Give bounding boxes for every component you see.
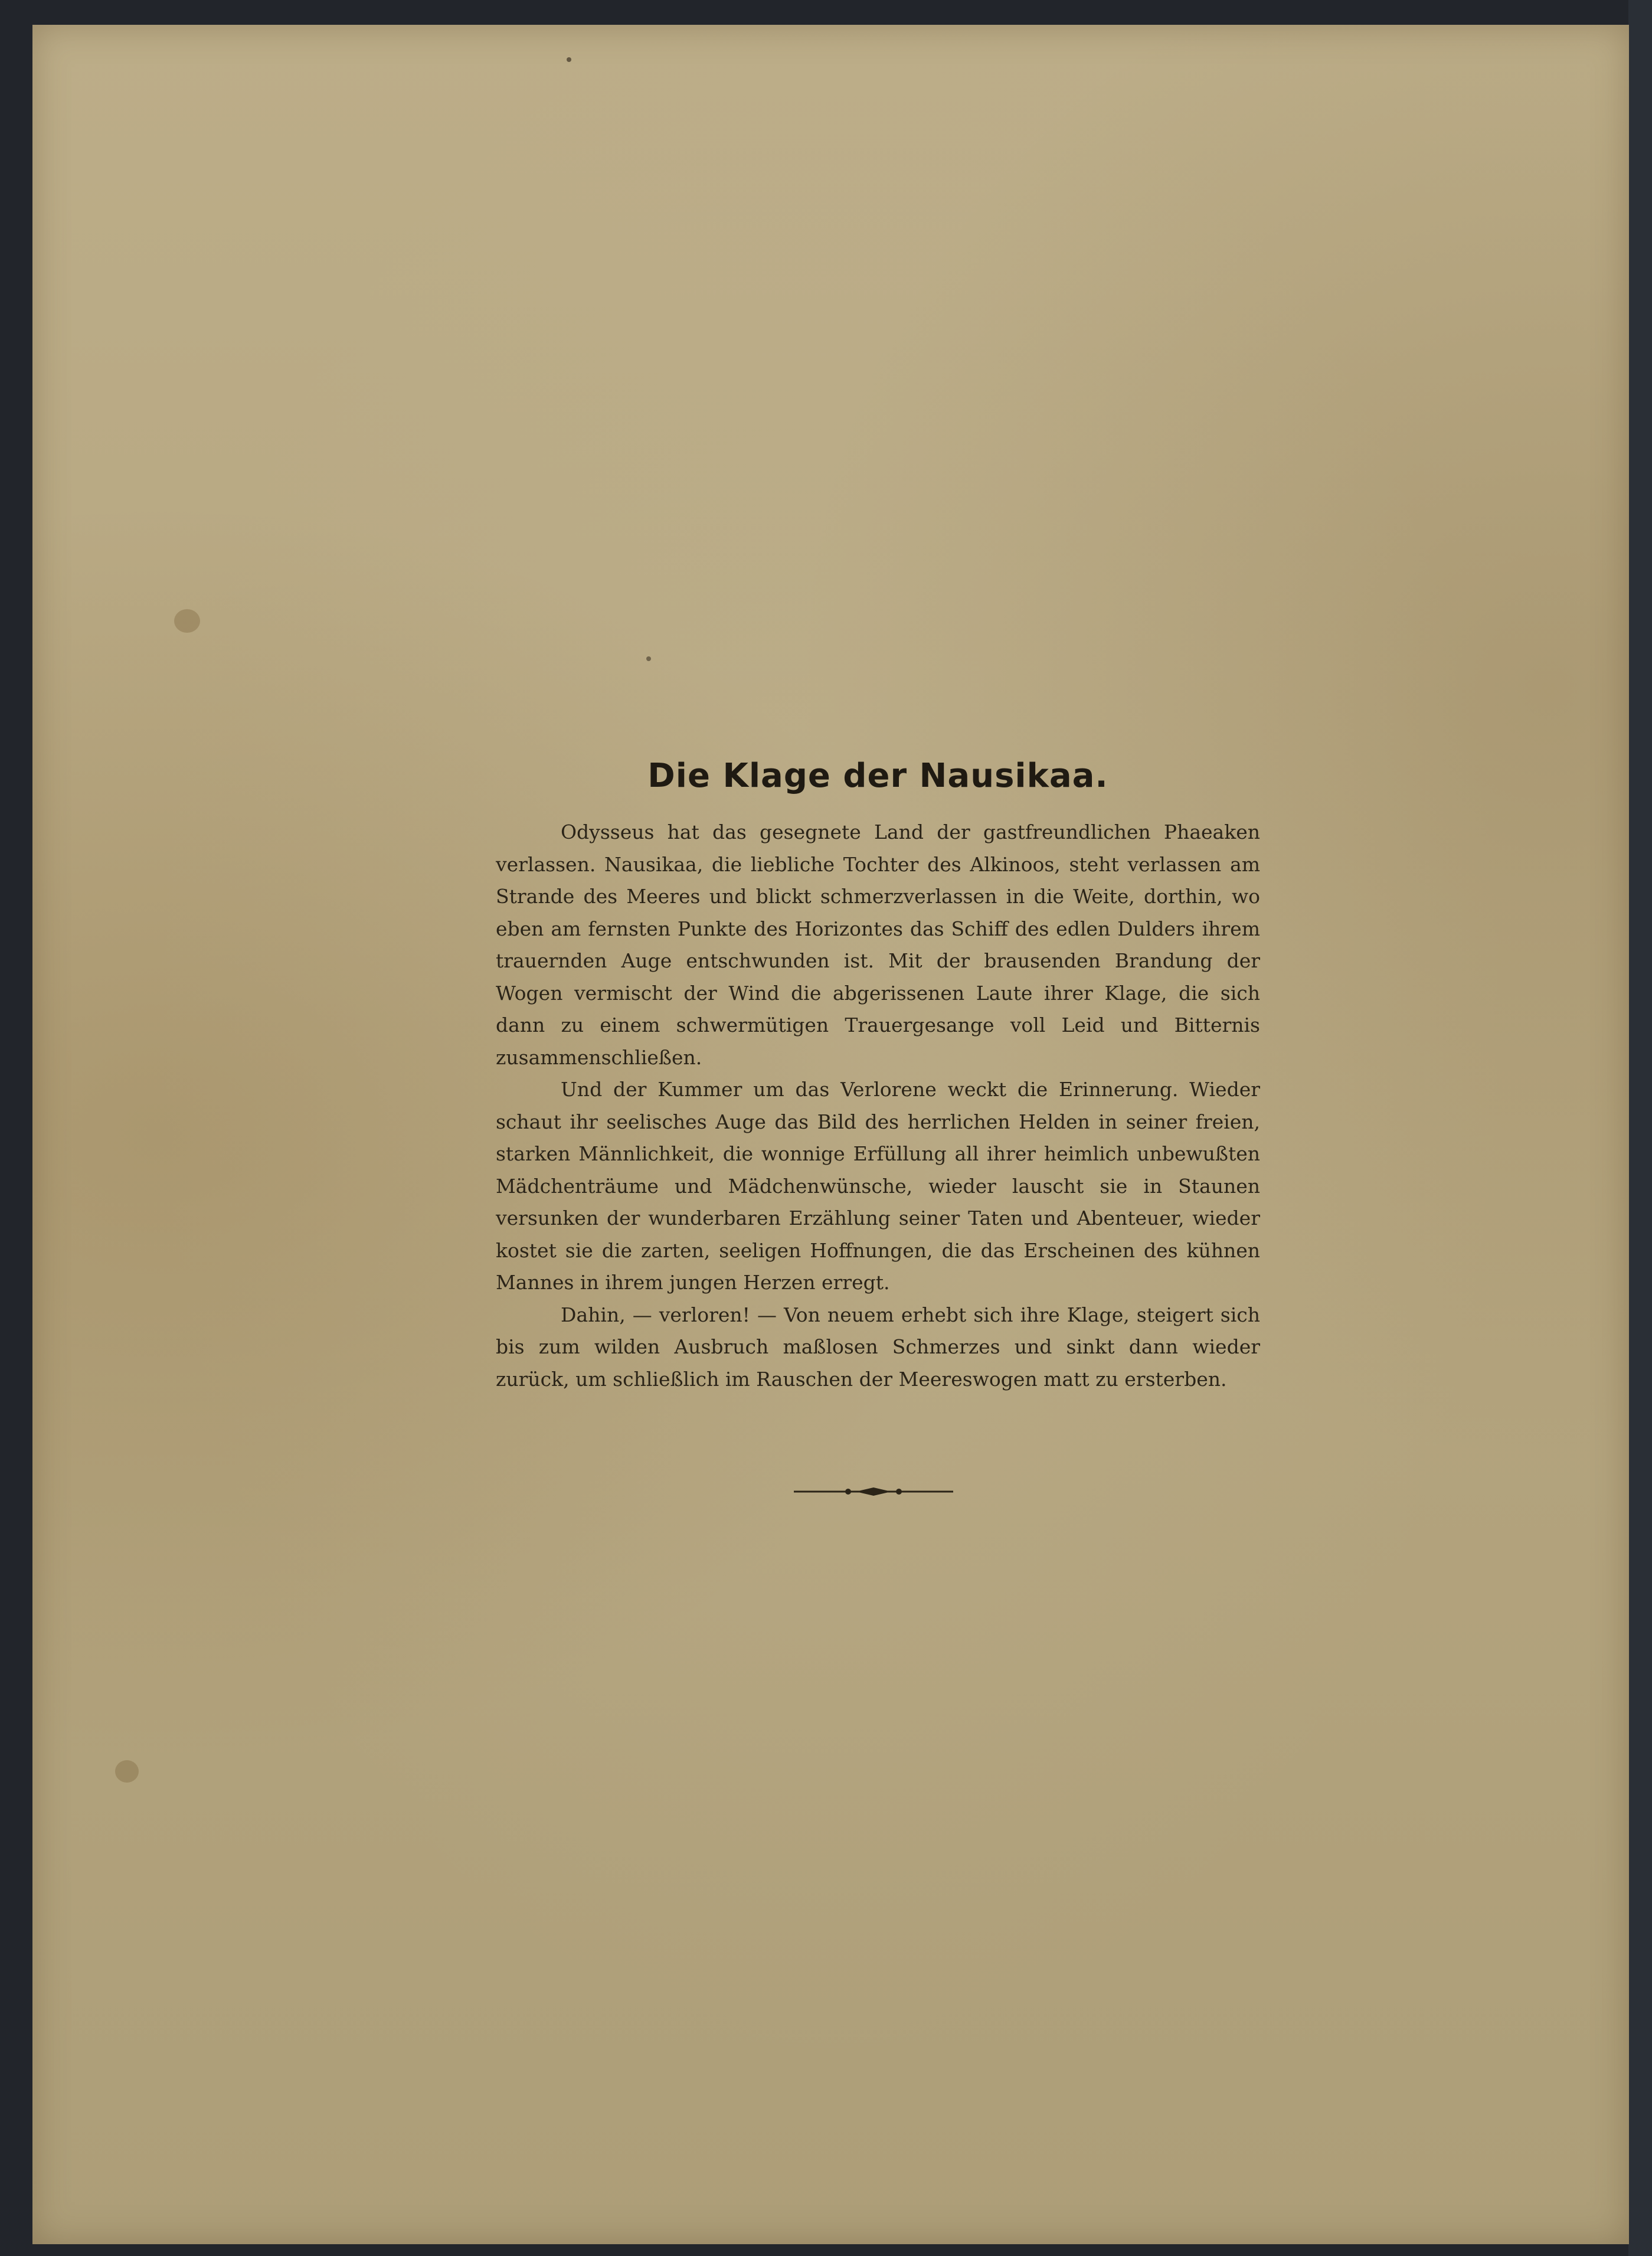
paper-speck — [567, 57, 571, 62]
article-title: Die Klage der Nausikaa. — [647, 757, 1108, 795]
scanner-edge — [1628, 0, 1652, 2256]
paper-speck — [646, 656, 651, 661]
article — [496, 757, 1260, 1395]
article-paragraph-1: Odysseus hat das gesegnete Land der gastfreundlichen Phaeaken verlassen. Nausikaa, die liebliche Tochter des Alkinoos, steht verlassen am Strande des Meeres und blickt schmerzverlassen in die Weite, dorthin, wo eben am fernsten Punkte des Horizontes das Schiff des edlen Dulders ihrem trauernden Auge entschwunden ist. Mit der brausenden Brandung der Wogen vermischt der Wind die abgerissenen Laute ihrer Klage, die sich dann zu einem schwermütigen Trauergesange voll Leid und Bitternis zusammenschließen. — [496, 820, 1260, 1069]
document-page — [32, 25, 1629, 2244]
paper-stain — [174, 609, 200, 633]
bleed-through-shadow — [32, 161, 1629, 244]
paper-stain — [115, 1760, 139, 1783]
divider-ornament-icon — [794, 1483, 953, 1500]
article-paragraph-3: Dahin, — verloren! — Von neuem erhebt sich ihre Klage, steigert sich bis zum wilden Ausbruch maßlosen Schmerzes und sinkt dann wieder zurück, um schließlich im Rauschen der Meereswogen matt zu ersterben. — [496, 1303, 1260, 1391]
article-paragraph-2: Und der Kummer um das Verlorene weckt die Erinnerung. Wieder schaut ihr seelisches Auge das Bild des herrlichen Helden in seiner freien, starken Männlichkeit, die wonnige Erfüllung all ihrer heimlich unbewußten Mädchenträume und Mädchenwünsche, wieder lauscht sie in Staunen versunken der wunderbaren Erzählung seiner Taten und Abenteuer, wieder kostet sie die zarten, seeligen Hoffnungen, die das Erscheinen des kühnen Mannes in ihrem jungen Herzen erregt. — [496, 1078, 1260, 1294]
